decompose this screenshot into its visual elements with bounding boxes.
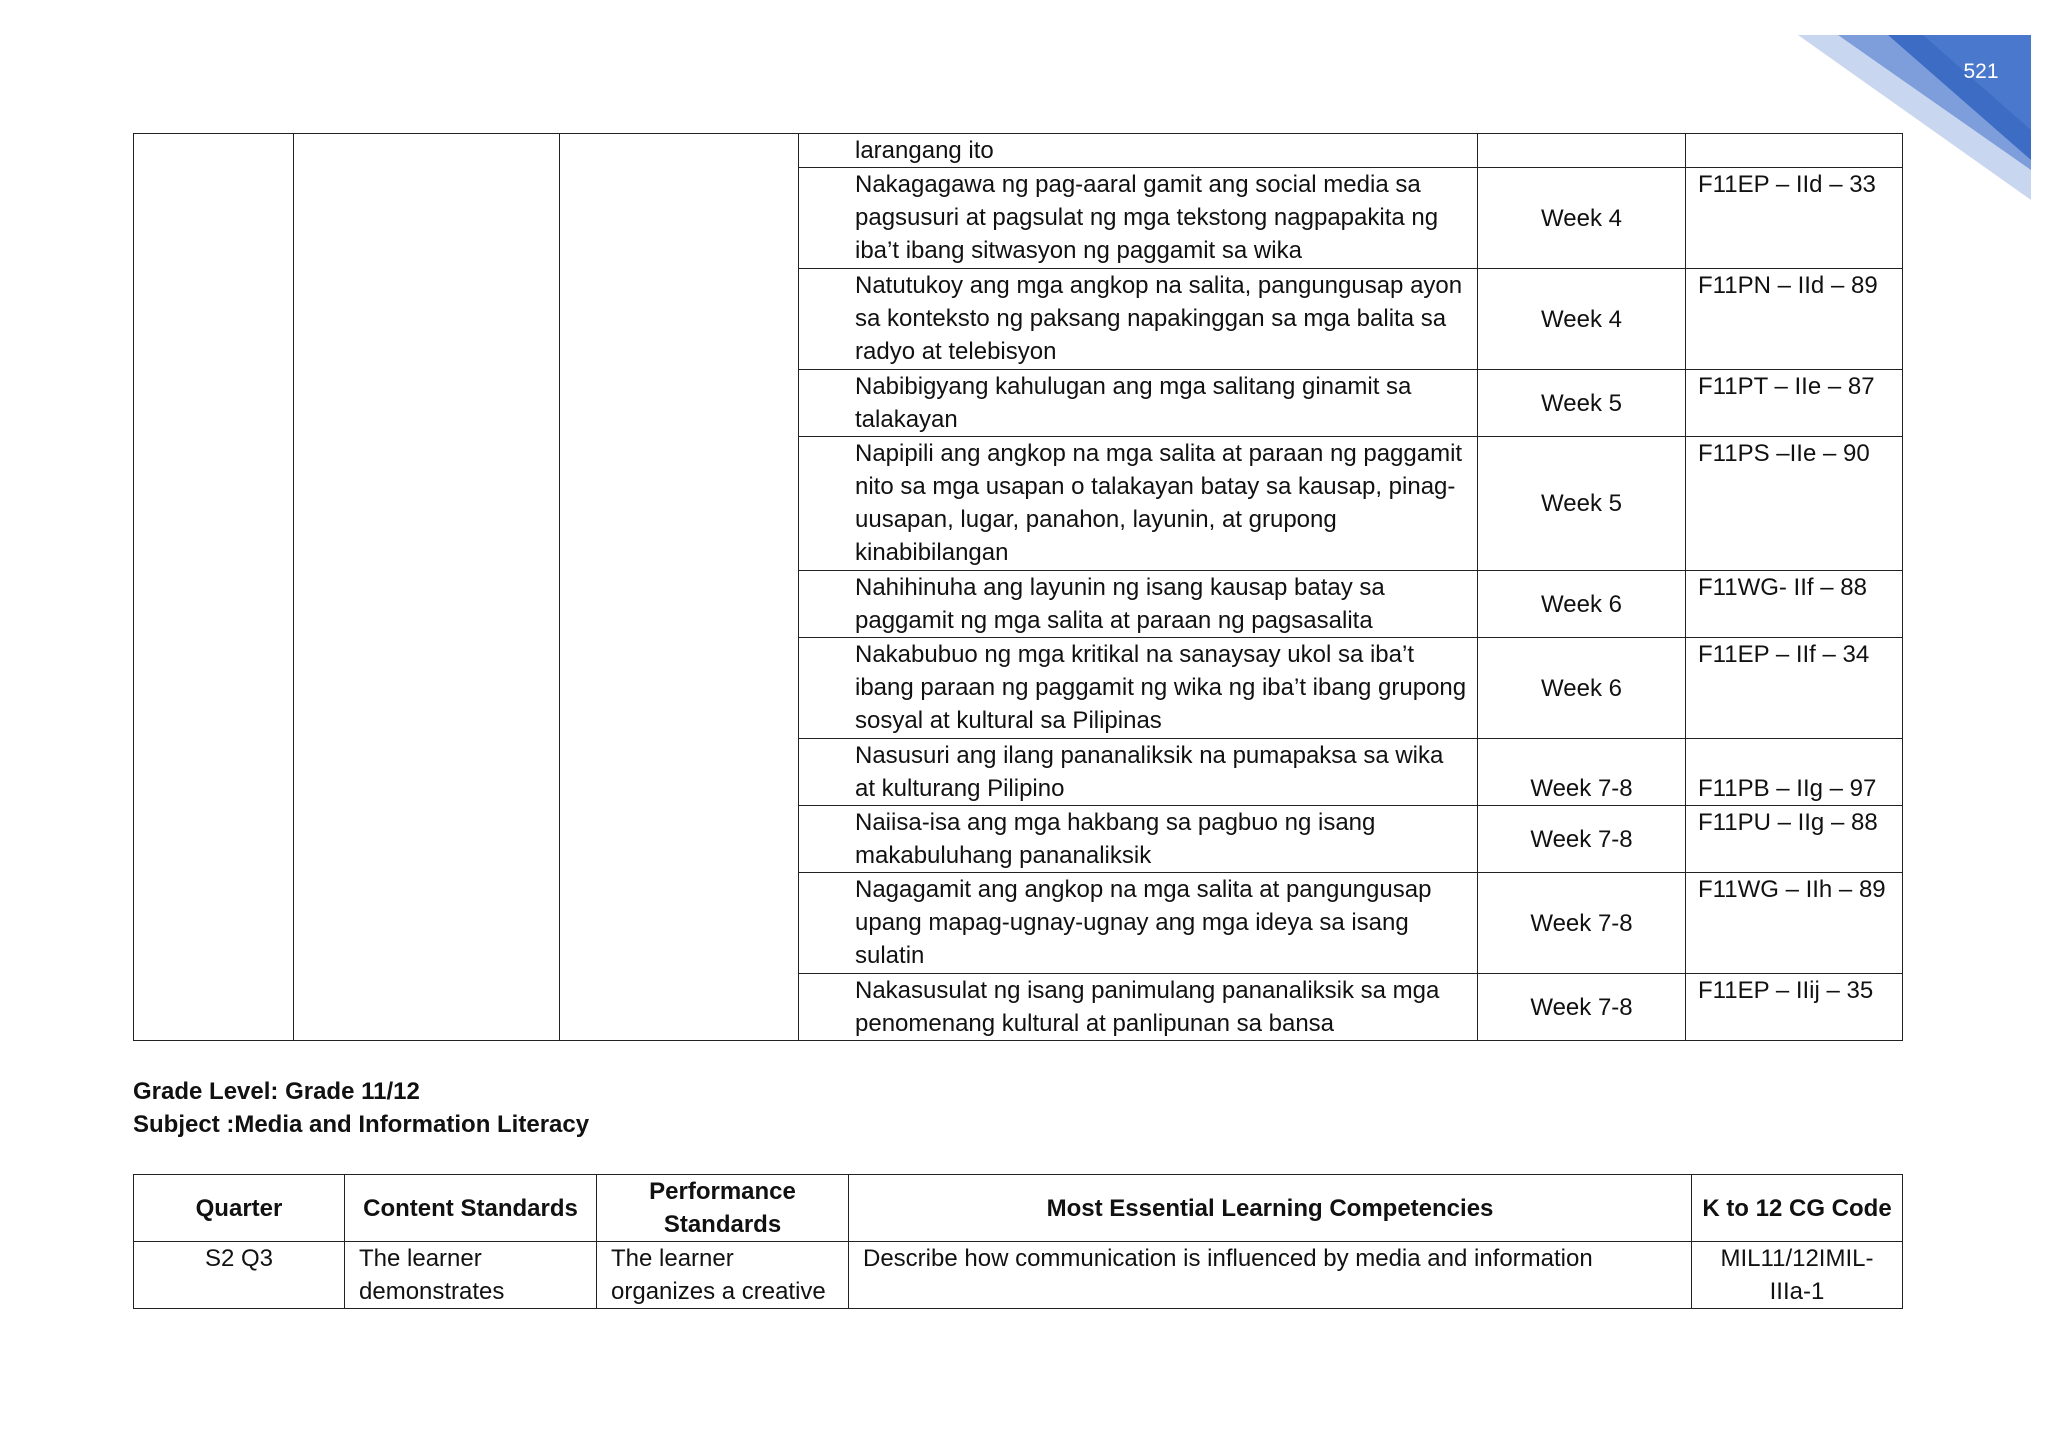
code-cell: F11PU – IIg – 88 [1686,806,1903,873]
week-cell: Week 6 [1478,638,1686,739]
code-cell: F11WG – IIh – 89 [1686,873,1903,974]
performance-standards-cell: The learner organizes a creative [597,1242,849,1309]
week-cell: Week 5 [1478,370,1686,437]
code-cell: MIL11/12IMIL-IIIa-1 [1692,1242,1903,1309]
week-cell: Week 6 [1478,571,1686,638]
page-number: 521 [1963,60,1999,83]
code-cell: F11PB – IIg – 97 [1686,739,1903,806]
competency-cell: Nakagagawa ng pag-aaral gamit ang social media sa pagsusuri at pagsulat ng mga tekstong nagpapakita ng iba’t ibang sitwasyon ng paggamit sa wika [799,168,1478,269]
table-row [134,134,1903,168]
table-row [134,1242,1903,1309]
content-standards-cell: The learner demonstrates [345,1242,597,1309]
code-cell: F11PT – IIe – 87 [1686,370,1903,437]
mil-competency-table [133,1174,1903,1309]
code-cell: F11EP – IIf – 34 [1686,638,1903,739]
week-cell: Week 4 [1478,168,1686,269]
code-cell: F11WG- IIf – 88 [1686,571,1903,638]
subject-block [133,1075,589,1141]
code-cell [1686,134,1903,168]
code-cell: F11EP – IId – 33 [1686,168,1903,269]
quarter-cell: S2 Q3 [134,1242,345,1309]
table-header-row [134,1175,1903,1242]
competency-cell: Natutukoy ang mga angkop na salita, pangungusap ayon sa konteksto ng paksang napakinggan sa mga balita sa radyo at telebisyon [799,269,1478,370]
content-standards-cell [294,134,560,1041]
header-content-standards: Content Standards [345,1175,597,1242]
code-cell: F11PN – IId – 89 [1686,269,1903,370]
competency-cell: Nakasusulat ng isang panimulang pananaliksik sa mga penomenang kultural at panlipunan sa bansa [799,974,1478,1041]
week-cell: Week 4 [1478,269,1686,370]
code-cell: F11PS –IIe – 90 [1686,437,1903,571]
subject-label: Subject :Media and Information Literacy [133,1111,590,1138]
competency-cell: Nahihinuha ang layunin ng isang kausap batay sa paggamit ng mga salita at paraan ng pagsasalita [799,571,1478,638]
competency-cell: larangang ito [799,134,1478,168]
grade-level-label: Grade Level: Grade 11/12 [133,1078,420,1105]
week-cell: Week 7-8 [1478,873,1686,974]
week-cell: Week 7-8 [1478,974,1686,1041]
competency-cell: Nagagamit ang angkop na mga salita at pangungusap upang mapag-ugnay-ugnay ang mga ideya sa isang sulatin [799,873,1478,974]
week-cell: Week 5 [1478,437,1686,571]
performance-standards-cell [560,134,799,1041]
competency-cell: Nasusuri ang ilang pananaliksik na pumapaksa sa wika at kulturang Pilipino [799,739,1478,806]
competency-table [133,133,1903,1041]
competency-cell: Nabibigyang kahulugan ang mga salitang ginamit sa talakayan [799,370,1478,437]
competency-cell: Naiisa-isa ang mga hakbang sa pagbuo ng isang makabuluhang pananaliksik [799,806,1478,873]
header-competencies: Most Essential Learning Competencies [849,1175,1692,1242]
header-quarter: Quarter [134,1175,345,1242]
competency-cell: Napipili ang angkop na mga salita at paraan ng paggamit nito sa mga usapan o talakayan batay sa kausap, pinag-uusapan, lugar, panahon, layunin, at grupong kinabibilangan [799,437,1478,571]
header-performance-standards: Performance Standards [597,1175,849,1242]
week-cell: Week 7-8 [1478,739,1686,806]
quarter-cell [134,134,294,1041]
competency-cell: Nakabubuo ng mga kritikal na sanaysay ukol sa iba’t ibang paraan ng paggamit ng wika ng iba’t ibang grupong sosyal at kultural sa Pilipinas [799,638,1478,739]
week-cell: Week 7-8 [1478,806,1686,873]
header-cg-code: K to 12 CG Code [1692,1175,1903,1242]
week-cell [1478,134,1686,168]
competency-cell: Describe how communication is influenced by media and information [849,1242,1692,1309]
code-cell: F11EP – IIij – 35 [1686,974,1903,1041]
